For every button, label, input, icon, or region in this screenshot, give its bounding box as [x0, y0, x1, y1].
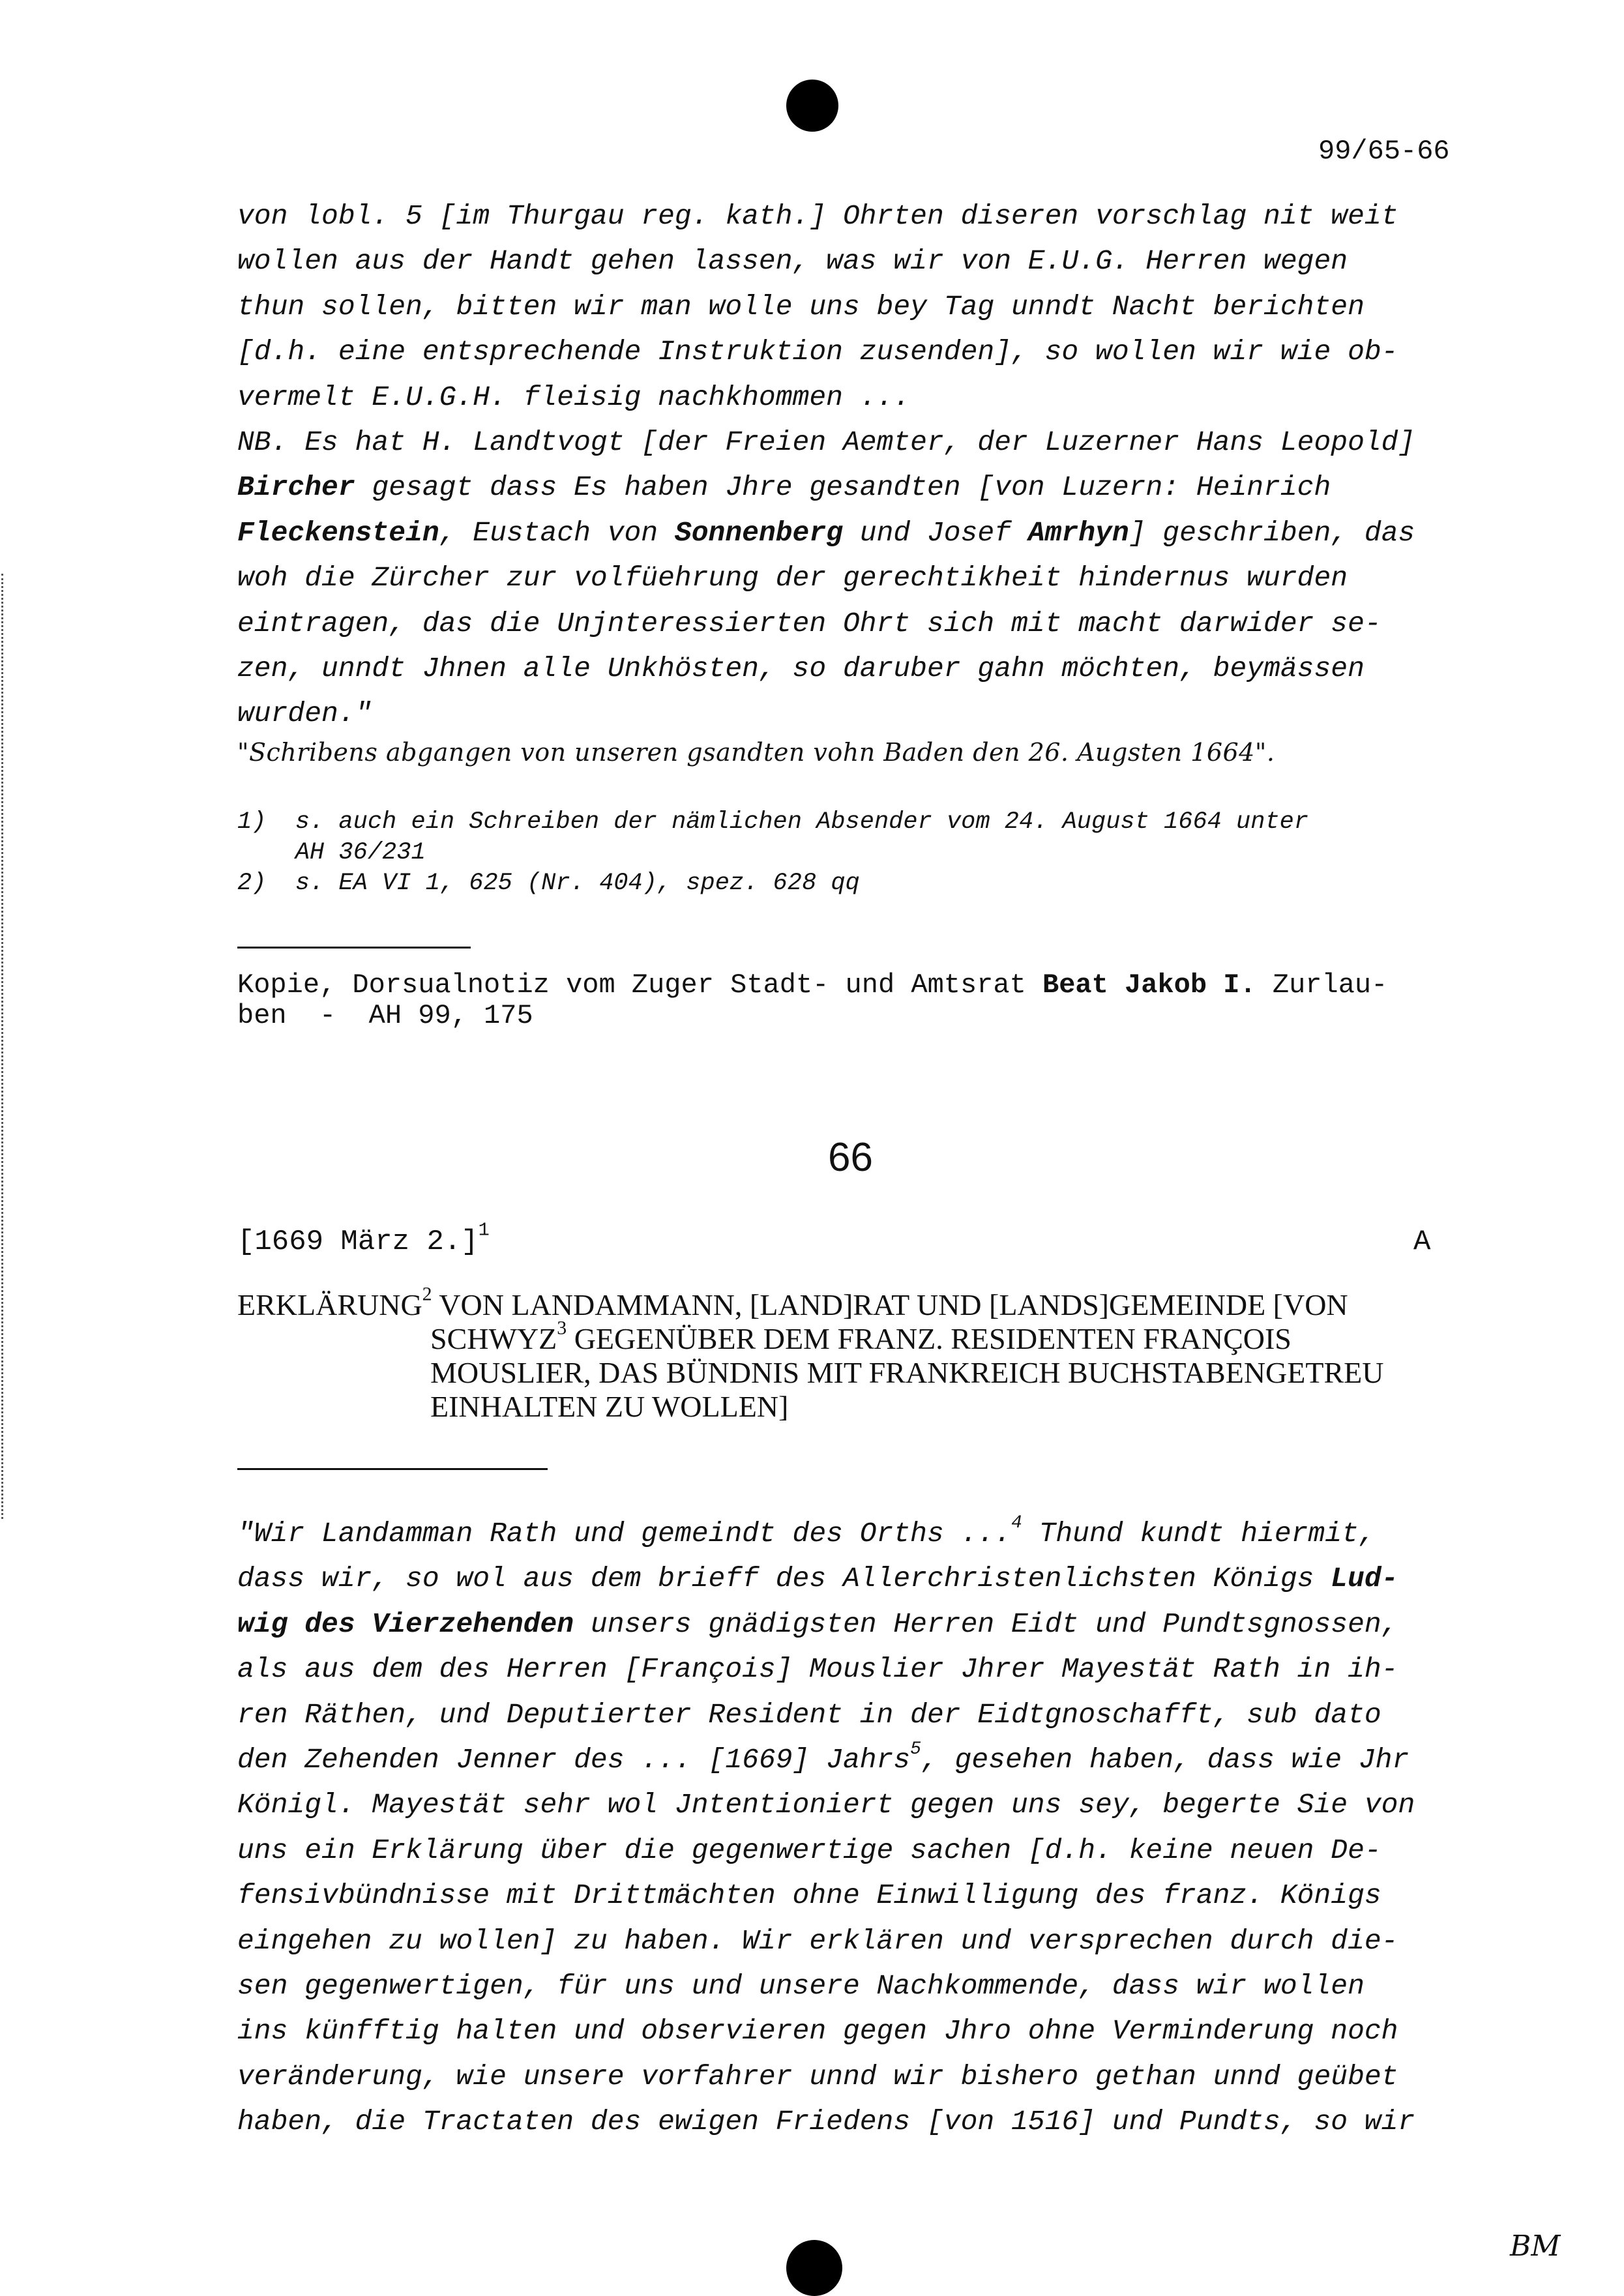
text-line: fensivbündnisse mit Drittmächten ohne Einwilligung des franz. Königs: [237, 1879, 1381, 1912]
person-name: Sonnenberg: [674, 516, 843, 549]
title-text: SCHWYZ: [430, 1322, 557, 1355]
margin-scan-marks: [1, 574, 10, 1519]
source-text: Kopie, Dorsualnotiz vom Zuger Stadt- und Amtsrat: [237, 969, 1043, 1001]
divider-rule: [237, 1468, 548, 1470]
nb-line: zen, unndt Jhnen alle Unkhösten, so daruber gahn möchten, beymässen: [237, 653, 1365, 685]
title-text: ERKLÄRUNG: [237, 1288, 422, 1321]
footnote-marker: 1: [478, 1219, 490, 1241]
footnote-line: 2) s. EA VI 1, 625 (Nr. 404), spez. 628 qq: [237, 870, 860, 897]
footnote-line: 1) s. auch ein Schreiben der nämlichen Absender vom 24. August 1664 unter: [237, 808, 1309, 836]
footnote-marker: 4: [1011, 1513, 1022, 1534]
footnote-line: AH 36/231: [237, 839, 426, 866]
source-note: [237, 970, 1387, 1031]
nb-line: wurden.": [237, 698, 372, 730]
text-line: vermelt E.U.G.H. fleisig nachkhommen ...: [237, 381, 911, 413]
text-line: uns ein Erklärung über die gegenwertige sachen [d.h. keine neuen De-: [237, 1834, 1381, 1866]
footnote-marker: 3: [557, 1317, 567, 1339]
handwritten-dorsal-line: "Schribens abgangen von unseren gsandten vohn Baden den 26. Augsten 1664".: [237, 738, 1275, 767]
person-name: Fleckenstein: [237, 516, 439, 549]
title-line: [430, 1317, 1383, 1356]
text-line: sen gegenwertigen, für uns und unsere Nachkommende, dass wir wollen: [237, 1970, 1365, 2003]
person-name: Amrhyn: [1027, 516, 1129, 549]
source-text: Zurlau-: [1256, 969, 1388, 1001]
text-line: "Wir Landamman Rath und gemeindt des Orths ...: [237, 1518, 1011, 1550]
text-line: [d.h. eine entsprechende Instruktion zusenden], so wollen wir wie ob-: [237, 336, 1398, 368]
person-name: wig des Vierzehenden: [237, 1608, 574, 1640]
paragraph-declaration-text: [237, 1511, 1476, 2145]
text-line: dass wir, so wol aus dem brieff des Allerchristenlichsten Königs: [237, 1563, 1331, 1595]
divider-rule: [237, 947, 471, 949]
text-line: wollen aus der Handt gehen lassen, was wir von E.U.G. Herren wegen: [237, 245, 1348, 278]
title-text: VON LANDAMMANN, [LAND]RAT UND [LANDS]GEMEINDE [VON: [432, 1288, 1348, 1321]
person-name: Bircher: [237, 471, 355, 504]
person-name: Lud-: [1331, 1563, 1398, 1595]
footnotes: [237, 807, 1308, 899]
text-line: ren Räthen, und Deputierter Resident in der Eidtgnoschafft, sub dato: [237, 1698, 1381, 1731]
document-type-tag: A: [1413, 1226, 1431, 1258]
nb-line: NB. Es hat H. Landtvogt [der Freien Aemter, der Luzerner Hans Leopold]: [237, 426, 1415, 459]
document-title: [237, 1283, 1384, 1424]
text-line: von lobl. 5 [im Thurgau reg. kath.] Ohrten diseren vorschlag nit weit: [237, 200, 1398, 232]
title-line: [237, 1283, 1383, 1322]
page-reference: 99/65-66: [1318, 136, 1450, 167]
punch-hole-top: [786, 80, 838, 132]
title-text: GEGENÜBER DEM FRANZ. RESIDENTEN FRANÇOIS: [567, 1322, 1292, 1355]
punch-hole-bottom: [786, 2240, 842, 2296]
text-line: eingehen zu wollen] zu haben. Wir erklären und versprechen durch die-: [237, 1924, 1398, 1957]
document-date: [237, 1219, 490, 1258]
nb-line: und Josef: [842, 516, 1028, 549]
footnote-marker: 5: [910, 1739, 921, 1760]
person-name: Beat Jakob I.: [1042, 969, 1256, 1001]
text-line: Thund kundt hiermit,: [1022, 1518, 1376, 1550]
handwritten-initials: BM: [1510, 2230, 1561, 2263]
text-line: haben, die Tractaten des ewigen Friedens [von 1516] und Pundts, so wir: [237, 2106, 1415, 2138]
date-text: [1669 März 2.]: [237, 1226, 479, 1258]
text-line: ins künfftig halten und observieren gegen Jhro ohne Verminderung noch: [237, 2015, 1398, 2048]
text-line: Königl. Mayestät sehr wol Jntentioniert gegen uns sey, begerte Sie von: [237, 1789, 1415, 1821]
footnote-marker: 2: [422, 1283, 432, 1305]
document-number: 66: [828, 1135, 873, 1180]
source-text: ben - AH 99, 175: [237, 1000, 533, 1031]
paragraph-letter-excerpt: [237, 194, 1476, 737]
nb-line: , Eustach von: [439, 516, 675, 549]
nb-line: ] geschriben, das: [1129, 516, 1415, 549]
title-line: MOUSLIER, DAS BÜNDNIS MIT FRANKREICH BUCHSTABENGETREU: [430, 1356, 1384, 1389]
nb-line: eintragen, das die Unjnteressierten Ohrt sich mit macht darwider se-: [237, 607, 1381, 640]
text-line: den Zehenden Jenner des ... [1669] Jahrs: [237, 1744, 911, 1776]
text-line: veränderung, wie unsere vorfahrer unnd wir bishero gethan unnd geübet: [237, 2060, 1398, 2093]
text-line: thun sollen, bitten wir man wolle uns bey Tag unndt Nacht berichten: [237, 290, 1365, 323]
title-line: EINHALTEN ZU WOLLEN]: [430, 1390, 789, 1423]
nb-line: woh die Zürcher zur volfüehrung der gerechtikheit hindernus wurden: [237, 562, 1348, 595]
text-line: , gesehen haben, dass wie Jhr: [921, 1744, 1410, 1776]
nb-line: gesagt dass Es haben Jhre gesandten [von Luzern: Heinrich: [355, 471, 1331, 504]
text-line: als aus dem des Herren [François] Mouslier Jhrer Mayestät Rath in ih-: [237, 1653, 1398, 1686]
text-line: unsers gnädigsten Herren Eidt und Pundtsgnossen,: [574, 1608, 1398, 1640]
